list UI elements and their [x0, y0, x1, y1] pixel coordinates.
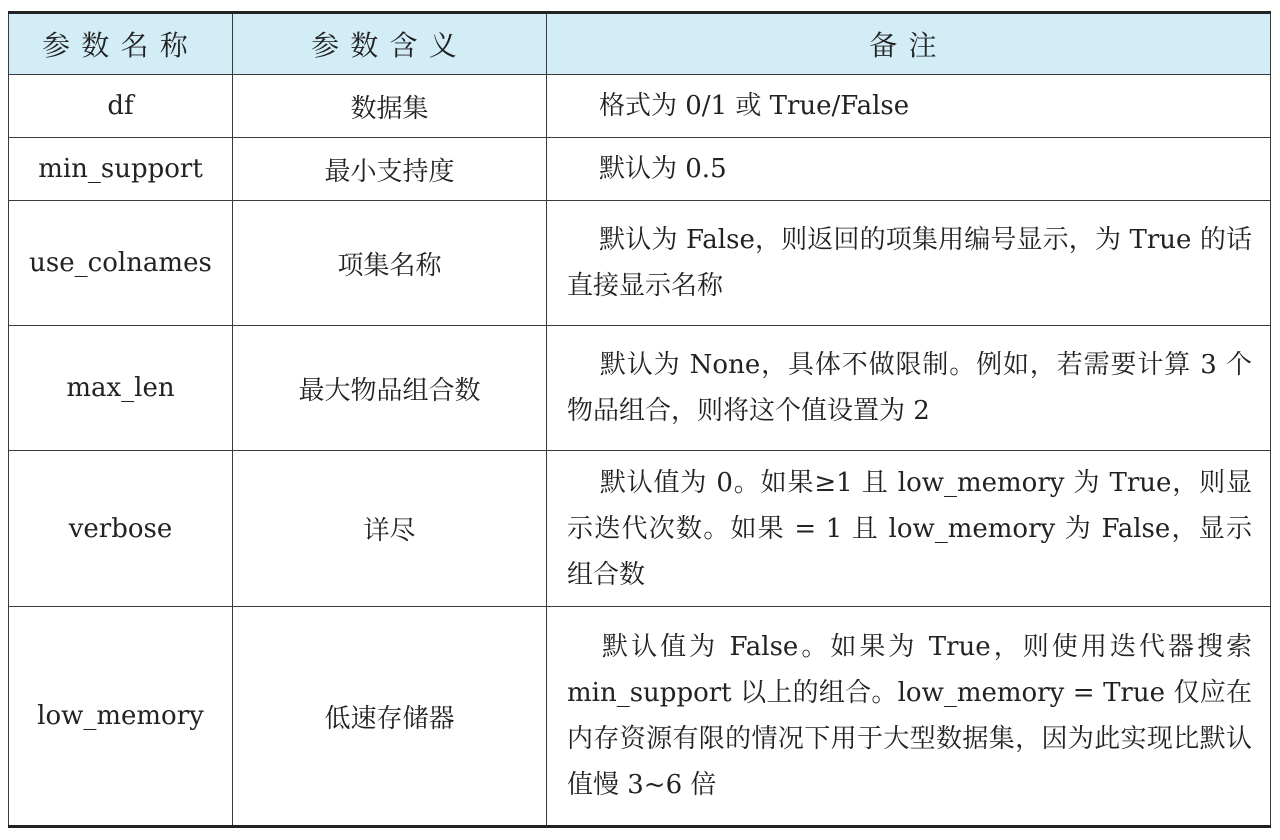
param-note-cell — [547, 138, 1271, 201]
param-name-cell: use_colnames — [9, 201, 233, 326]
param-name-cell: min_support — [9, 138, 233, 201]
param-name-cell: max_len — [9, 326, 233, 451]
param-note-text: 默认值为 0。如果≥1 且 low_memory 为 True，则显示迭代次数。如果 = 1 且 low_memory 为 False，显示组合数 — [567, 467, 1252, 590]
table-row — [9, 138, 1271, 201]
param-meaning-cell: 项集名称 — [233, 201, 547, 326]
header-param-meaning: 参数含义 — [233, 13, 547, 75]
param-note-cell — [547, 201, 1271, 326]
param-meaning-cell: 详尽 — [233, 451, 547, 607]
param-note-text: 默认为 None，具体不做限制。例如，若需要计算 3 个物品组合，则将这个值设置为 2 — [567, 350, 1252, 426]
table-row — [9, 451, 1271, 607]
header-param-name: 参数名称 — [9, 13, 233, 75]
param-note-text: 默认为 0.5 — [599, 154, 727, 184]
parameter-table — [8, 11, 1271, 828]
param-meaning-cell: 最大物品组合数 — [233, 326, 547, 451]
param-note-text: 默认为 False，则返回的项集用编号显示，为 True 的话直接显示名称 — [567, 225, 1252, 301]
param-note-text: 格式为 0/1 或 True/False — [599, 91, 910, 121]
param-meaning-cell: 低速存储器 — [233, 607, 547, 827]
table-row — [9, 201, 1271, 326]
table-row — [9, 75, 1271, 138]
table-header — [9, 13, 1271, 75]
header-row — [9, 13, 1271, 75]
header-remarks: 备注 — [547, 13, 1271, 75]
param-name-cell: verbose — [9, 451, 233, 607]
param-note-cell — [547, 451, 1271, 607]
param-meaning-cell: 数据集 — [233, 75, 547, 138]
param-note-cell — [547, 75, 1271, 138]
param-meaning-cell: 最小支持度 — [233, 138, 547, 201]
table-body — [9, 75, 1271, 827]
param-name-cell: df — [9, 75, 233, 138]
param-name-cell: low_memory — [9, 607, 233, 827]
table-row — [9, 607, 1271, 827]
param-note-cell — [547, 607, 1271, 827]
param-note-cell — [547, 326, 1271, 451]
table-row — [9, 326, 1271, 451]
param-note-text: 默认值为 False。如果为 True，则使用迭代器搜索 min_support 以上的组合。low_memory = True 仅应在内存资源有限的情况下用于大型数据集，因为此实现比默认值慢 3~6 倍 — [567, 632, 1252, 800]
